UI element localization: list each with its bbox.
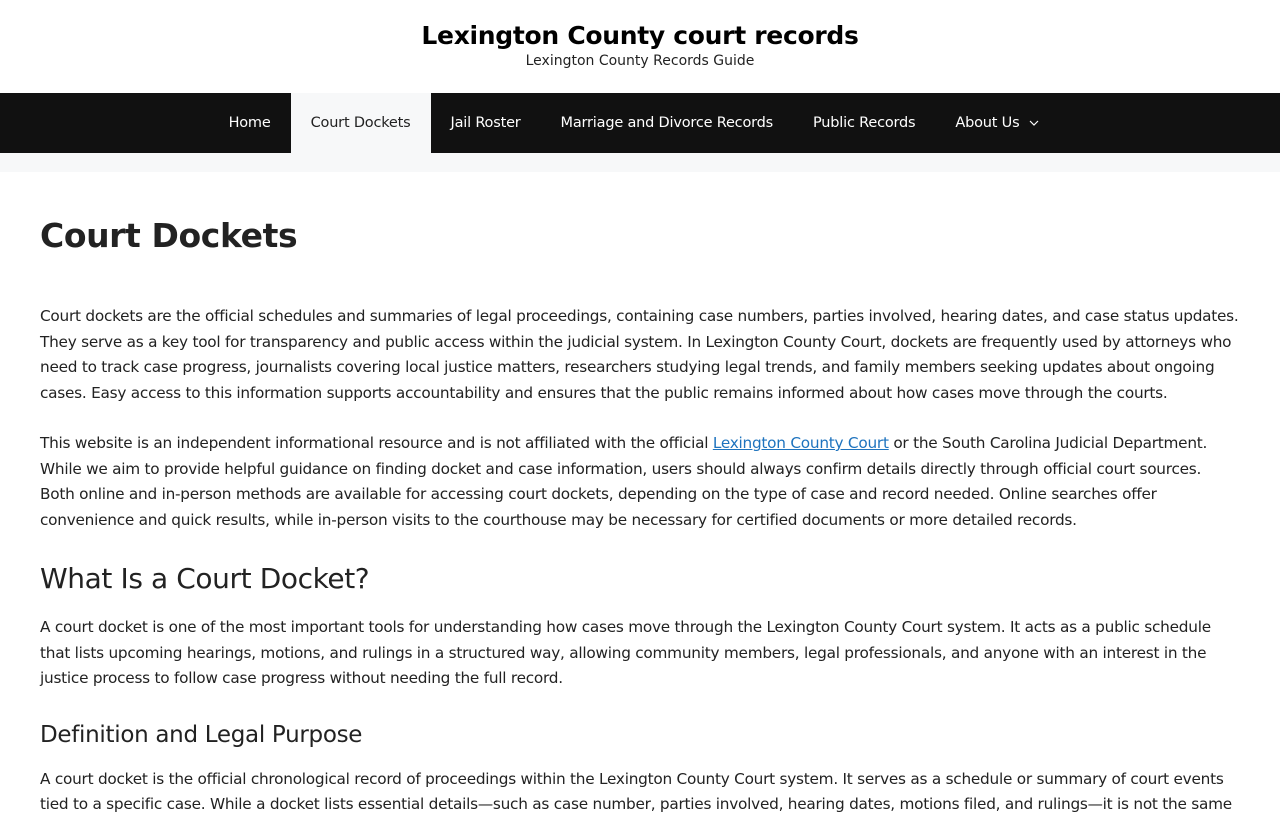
- intro-paragraph: Court dockets are the official schedules and summaries of legal proceedings, containing case numbers, parties involved, hearing dates, and case status updates. They serve as a key tool for transparency and public access within the judicial system. In Lexington County Court, dockets are frequently used by attorneys who need to track case progress, journalists covering local justice matters, researchers studying legal trends, and family members seeking updates about ongoing cases. Easy access to this information supports accountability and ensures that the public remains informed about how cases move through the courts.: [40, 307, 1239, 402]
- main-navigation: [0, 93, 1280, 153]
- nav-item-label: Home: [228, 115, 271, 131]
- main-content: [0, 215, 1280, 818]
- nav-item-marriage-divorce-records[interactable]: [541, 93, 793, 153]
- subsection-heading-definition: Definition and Legal Purpose: [40, 721, 363, 748]
- disclaimer-text-after: or the South Carolina Judicial Department. While we aim to provide helpful guidance on finding docket and case information, users should always confirm details directly through official court sources. Both online and in-person methods are available for accessing court dockets, depending on the type of case and record needed. Online searches offer convenience and quick results, while in-person visits to the courthouse may be necessary for certified documents or more detailed records.: [40, 434, 1208, 529]
- nav-item-label: Court Dockets: [310, 115, 411, 131]
- site-header: [0, 0, 1280, 93]
- disclaimer-paragraph: [40, 431, 1240, 533]
- nav-item-jail-roster[interactable]: [431, 93, 541, 153]
- page-title: Court Dockets: [40, 216, 298, 255]
- nav-item-label: About Us: [955, 115, 1020, 131]
- nav-menu: [209, 93, 1060, 153]
- disclaimer-text-before: This website is an independent informational resource and is not affiliated with the official: [40, 434, 713, 452]
- section-heading-what-is-docket: What Is a Court Docket?: [40, 562, 370, 595]
- nav-item-about-us[interactable]: [935, 93, 1059, 153]
- chevron-down-icon[interactable]: [1029, 118, 1039, 128]
- site-title[interactable]: Lexington County court records: [421, 21, 859, 50]
- content-top-strip: [0, 153, 1280, 172]
- nav-item-label: Marriage and Divorce Records: [560, 115, 773, 131]
- subsection-paragraph-definition: A court docket is the official chronological record of proceedings within the Lexington County Court system. It serves as a schedule or summary of court events tied to a specific case. While a docket lists essential details—such as case number, parties involved, hearing dates, motions filed, and rulings—it is not the same: [40, 769, 1232, 813]
- lexington-county-court-link[interactable]: Lexington County Court: [712, 434, 889, 452]
- nav-item-home[interactable]: [209, 93, 291, 153]
- site-tagline: Lexington County Records Guide: [525, 53, 755, 69]
- nav-item-label: Jail Roster: [450, 115, 521, 131]
- nav-item-public-records[interactable]: [793, 93, 935, 153]
- section-paragraph-what-is-docket: A court docket is one of the most important tools for understanding how cases move through the Lexington County Court system. It acts as a public schedule that lists upcoming hearings, motions, and rulings in a structured way, allowing community members, legal professionals, and anyone with an interest in the justice process to follow case progress without needing the full record.: [40, 618, 1211, 687]
- nav-item-label: Public Records: [813, 115, 916, 131]
- nav-item-court-dockets[interactable]: [291, 93, 431, 153]
